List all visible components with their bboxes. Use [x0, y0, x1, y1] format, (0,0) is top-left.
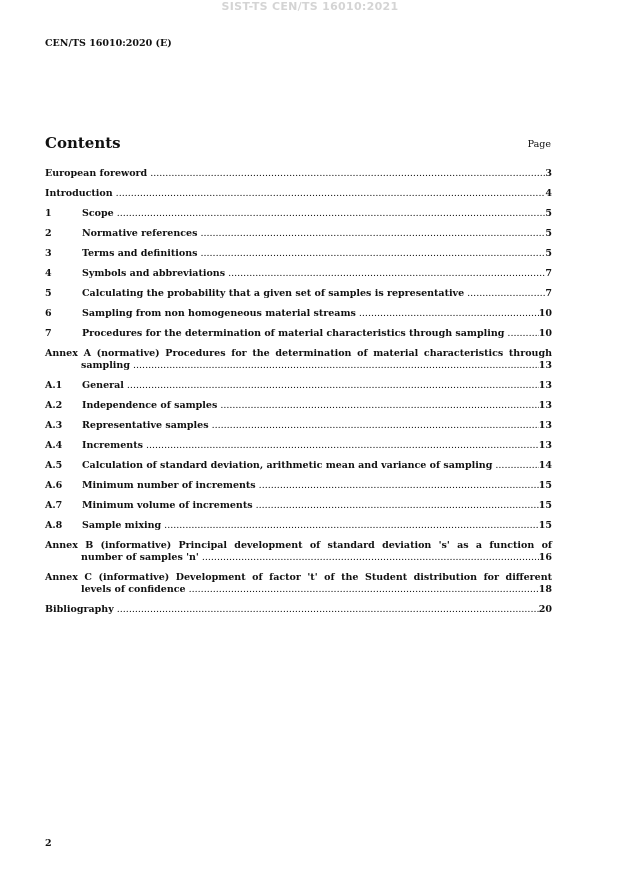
toc-entry[interactable]: [45, 248, 552, 260]
toc-title: Minimum volume of increments .....: [82, 500, 539, 512]
toc-page: 5: [545, 248, 552, 259]
annex-title-line: Annex B (informative) Principal development of standard deviation 's' as a function of: [45, 540, 552, 551]
toc-title: Bibliography .....: [45, 604, 539, 616]
toc-title: Representative samples .....: [82, 420, 539, 432]
toc-title: Symbols and abbreviations .....: [82, 268, 545, 280]
toc-entry[interactable]: [45, 400, 552, 412]
toc-page: 14: [538, 460, 552, 471]
toc-title: Sampling from non homogeneous material streams .....: [82, 308, 539, 320]
toc-title: Calculating the probability that a given set of samples is representative .....: [82, 288, 545, 300]
toc-page: 15: [538, 500, 552, 511]
toc-page: 20: [538, 604, 552, 615]
toc-page: 13: [538, 380, 552, 391]
toc-entry[interactable]: [45, 440, 552, 452]
toc-page: 7: [545, 268, 552, 279]
annex-title-continuation: levels of confidence .....: [81, 584, 539, 596]
toc-entry[interactable]: [45, 268, 552, 280]
toc-number: 5: [45, 288, 52, 299]
toc-title: Procedures for the determination of material characteristics through sampling .....: [82, 328, 539, 340]
toc-number: A.1: [45, 380, 63, 391]
toc-page: 16: [538, 552, 552, 563]
toc-entry[interactable]: [45, 500, 552, 512]
toc-number: A.4: [45, 440, 63, 451]
toc-number: A.7: [45, 500, 63, 511]
contents-heading: Contents: [45, 134, 121, 152]
toc-number: 6: [45, 308, 52, 319]
toc-title: Scope .....: [82, 208, 545, 220]
toc-title: Increments .....: [82, 440, 539, 452]
toc-title: General .....: [82, 380, 539, 392]
toc-number: A.2: [45, 400, 63, 411]
toc-page: 18: [538, 584, 552, 595]
toc-title: Calculation of standard deviation, arithmetic mean and variance of sampling .....: [82, 460, 539, 472]
toc-number: A.6: [45, 480, 63, 491]
toc-title: Minimum number of increments .....: [82, 480, 539, 492]
annex-title-line: Annex C (informative) Development of factor 't' of the Student distribution for different: [45, 572, 552, 583]
toc-page: 5: [545, 228, 552, 239]
toc-entry[interactable]: [45, 208, 552, 220]
toc-page: 10: [538, 308, 552, 319]
toc-page: 10: [538, 328, 552, 339]
toc-number: 2: [45, 228, 52, 239]
toc-title: Terms and definitions .....: [82, 248, 545, 260]
toc-title: Introduction .....: [45, 188, 545, 200]
toc-number: A.8: [45, 520, 63, 531]
toc-title: European foreword .....: [45, 168, 545, 180]
toc-page: 13: [538, 440, 552, 451]
toc-page: 13: [538, 360, 552, 371]
toc-title: Sample mixing .....: [82, 520, 539, 532]
toc-entry[interactable]: [45, 420, 552, 432]
toc-entry[interactable]: [45, 460, 552, 472]
toc-number: 3: [45, 248, 52, 259]
toc-entry[interactable]: [45, 168, 552, 180]
toc-entry-bibliography[interactable]: [45, 604, 552, 616]
toc-entry[interactable]: [45, 380, 552, 392]
annex-title-continuation: number of samples 'n' .....: [81, 552, 539, 564]
toc-entry[interactable]: [45, 228, 552, 240]
toc-entry[interactable]: [45, 308, 552, 320]
watermark: SIST-TS CEN/TS 16010:2021: [221, 0, 399, 13]
toc-page: 13: [538, 420, 552, 431]
toc-annex-a[interactable]: [45, 348, 552, 372]
toc-entry[interactable]: [45, 288, 552, 300]
toc-entry[interactable]: [45, 188, 552, 200]
toc-page: 15: [538, 520, 552, 531]
annex-title-line: Annex A (normative) Procedures for the determination of material characteristics through: [45, 348, 552, 359]
toc-number: 4: [45, 268, 52, 279]
toc-annex-b[interactable]: [45, 540, 552, 564]
toc-number: 1: [45, 208, 52, 219]
document-id: CEN/TS 16010:2020 (E): [45, 38, 172, 49]
toc-title: Normative references .....: [82, 228, 545, 240]
toc-page: 3: [545, 168, 552, 179]
toc-entry[interactable]: [45, 480, 552, 492]
toc-number: 7: [45, 328, 52, 339]
toc-number: A.3: [45, 420, 63, 431]
toc-title: Independence of samples .....: [82, 400, 539, 412]
table-of-contents: [45, 168, 552, 616]
toc-page: 4: [545, 188, 552, 199]
toc-annex-c[interactable]: [45, 572, 552, 596]
toc-page: 13: [538, 400, 552, 411]
toc-page: 5: [545, 208, 552, 219]
toc-entry[interactable]: [45, 520, 552, 532]
page-column-label: Page: [527, 139, 551, 150]
page-number: 2: [45, 838, 52, 849]
toc-entry[interactable]: [45, 328, 552, 340]
toc-number: A.5: [45, 460, 63, 471]
toc-page: 7: [545, 288, 552, 299]
annex-title-continuation: sampling .....: [81, 360, 539, 372]
toc-page: 15: [538, 480, 552, 491]
